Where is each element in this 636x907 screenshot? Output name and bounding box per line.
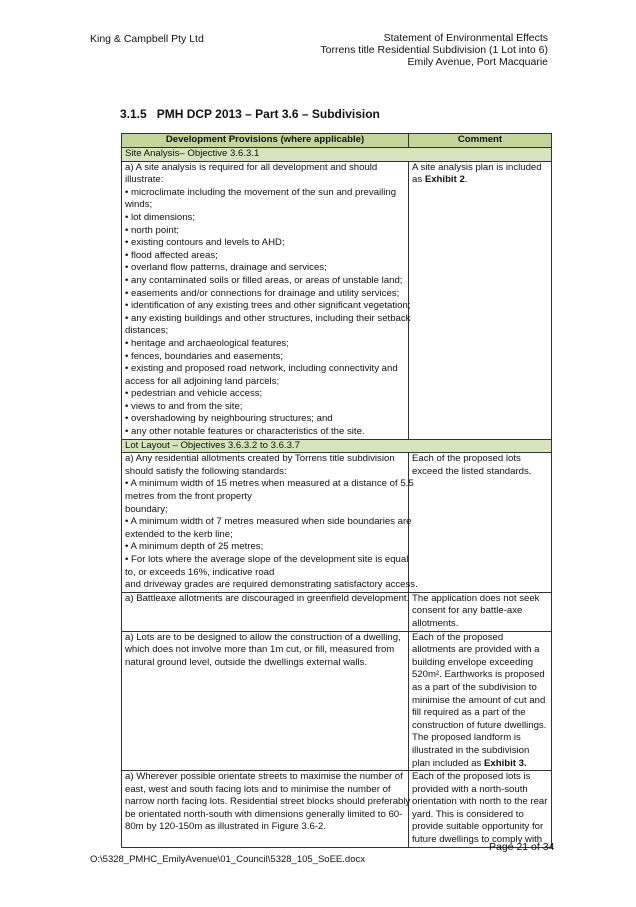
section-row-lot-layout xyxy=(122,439,552,453)
comment-cell xyxy=(409,592,552,631)
comment-after: . xyxy=(464,174,468,186)
provision-cell xyxy=(122,592,409,631)
dcp-table xyxy=(121,133,552,848)
provision-line: • any existing buildings and other structures, including their setback xyxy=(125,312,411,324)
header-company: King & Campbell Pty Ltd xyxy=(90,33,204,45)
header-comment: Comment xyxy=(409,134,552,148)
provision-line: access for all adjoining land parcels; xyxy=(125,375,280,387)
comment-cell xyxy=(409,631,552,771)
table-row xyxy=(122,771,552,848)
provision-line: • views to and from the site; xyxy=(125,400,243,412)
provision-line: be orientated north-south with dimensions generally limited to 60- xyxy=(125,808,403,820)
provision-line: which does not involve more than 1m cut, or fill, measured from xyxy=(125,644,395,656)
comment-text: A site analysis plan is included as xyxy=(412,161,542,186)
provision-line: a) A site analysis is required for all development and should xyxy=(125,161,378,173)
provision-line: • For lots where the average slope of the development site is equal xyxy=(125,554,409,565)
section-heading: Lot Layout – Objectives 3.6.3.2 to 3.6.3.7 xyxy=(122,439,552,453)
header-provisions: Development Provisions (where applicable) xyxy=(122,134,409,148)
provision-line: metres from the front property xyxy=(125,491,252,503)
comment-cell xyxy=(409,453,552,593)
table-row xyxy=(122,631,552,771)
provision-line: a) Battleaxe allotments are discouraged in greenfield development. xyxy=(125,592,410,604)
provision-line: extended to the kerb line; xyxy=(125,528,233,540)
section-title: 3.1.5 PMH DCP 2013 – Part 3.6 – Subdivision xyxy=(120,107,380,121)
table-header-row xyxy=(122,134,552,148)
header-location: Emily Avenue, Port Macquarie xyxy=(407,56,548,68)
provision-line: and driveway grades are required demonstrating satisfactory access. xyxy=(125,579,418,591)
header-project: Torrens title Residential Subdivision (1 Lot into 6) xyxy=(320,44,548,56)
provision-line: should satisfy the following standards: xyxy=(125,465,287,477)
provision-line: winds; xyxy=(125,199,153,211)
comment-cell xyxy=(409,161,552,439)
comment-text: Each of the proposed lots exceed the listed standards. xyxy=(412,453,532,477)
provision-line: • A minimum width of 15 metres when measured at a distance of 5.5 xyxy=(125,478,414,490)
provision-line: • any other notable features or characteristics of the site. xyxy=(125,426,365,438)
provision-line: • existing and proposed road network, including connectivity and xyxy=(125,363,398,375)
comment-cell xyxy=(409,771,552,848)
table-row xyxy=(122,592,552,631)
provision-line: • identification of any existing trees and other significant vegetation; xyxy=(125,300,411,312)
provision-line: • north point; xyxy=(125,224,180,236)
provision-line: • heritage and archaeological features; xyxy=(125,337,289,349)
file-path: O:\5328_PMHC_EmilyAvenue\01_Council\5328_105_SoEE.docx xyxy=(90,854,365,865)
provision-line: • any contaminated soils or filled areas, or areas of unstable land; xyxy=(125,274,403,286)
provision-line: • easements and/or connections for drainage and utility services; xyxy=(125,287,400,299)
provision-line: natural ground level, outside the dwellings external walls. xyxy=(125,656,368,668)
provision-line: • lot dimensions; xyxy=(125,211,196,223)
table-row xyxy=(122,453,552,593)
provision-line: illustrate: xyxy=(125,174,164,186)
provision-line: distances; xyxy=(125,325,169,337)
provision-cell xyxy=(122,161,409,439)
provision-line: • fences, boundaries and easements; xyxy=(125,350,284,362)
provision-line: • A minimum depth of 25 metres; xyxy=(125,541,264,553)
provision-line: a) Lots are to be designed to allow the construction of a dwelling, xyxy=(125,631,401,643)
section-heading: Site Analysis– Objective 3.6.3.1 xyxy=(122,148,552,162)
provision-line: • A minimum width of 7 metres measured when side boundaries are xyxy=(125,516,412,528)
provision-line: • overland flow patterns, drainage and services; xyxy=(125,262,327,274)
provision-line: • flood affected areas; xyxy=(125,249,218,261)
provision-line: east, west and south facing lots and to minimise the number of xyxy=(125,783,391,795)
provision-line: • microclimate including the movement of the sun and prevailing xyxy=(125,186,397,198)
provision-cell xyxy=(122,771,409,848)
header-right xyxy=(248,32,548,68)
section-row-site-analysis xyxy=(122,148,552,162)
comment-text: Each of the proposed allotments are provided with a building envelope exceeding 520m². Earthworks is proposed as a part of the subdivision to minimise the amount of cut and fill required as a part of the construction of future dwellings. The proposed landform is illustrated in the subdivision plan included as xyxy=(412,631,547,769)
provision-line: • pedestrian and vehicle access; xyxy=(125,388,263,400)
provision-cell xyxy=(122,631,409,771)
comment-text: Each of the proposed lots is provided with a north-south orientation with north to the rear yard. This is considered to provide suitable opportunity for future dwellings to comply with xyxy=(412,771,548,846)
provision-line: a) Wherever possible orientate streets to maximise the number of xyxy=(125,771,403,783)
provision-line: • existing contours and levels to AHD; xyxy=(125,237,285,249)
exhibit-reference: Exhibit 2 xyxy=(424,174,465,186)
provision-cell xyxy=(122,453,418,593)
provision-line: to, or exceeds 16%, indicative road xyxy=(125,566,275,578)
table-row xyxy=(122,161,552,439)
provision-line: • overshadowing by neighbouring structures; and xyxy=(125,413,333,425)
provision-line: a) Any residential allotments created by Torrens title subdivision xyxy=(125,453,395,465)
page-number: Page 21 of 34 xyxy=(489,841,555,853)
provision-line: boundary; xyxy=(125,503,168,515)
provision-line: narrow north facing lots. Residential street blocks should preferably xyxy=(125,796,411,808)
exhibit-reference: Exhibit 3. xyxy=(484,757,527,769)
provision-line: 80m by 120-150m as illustrated in Figure 3.6-2. xyxy=(125,821,327,833)
header-doc-title: Statement of Environmental Effects xyxy=(383,32,548,44)
comment-text: The application does not seek consent for any battle-axe allotments. xyxy=(412,592,540,629)
